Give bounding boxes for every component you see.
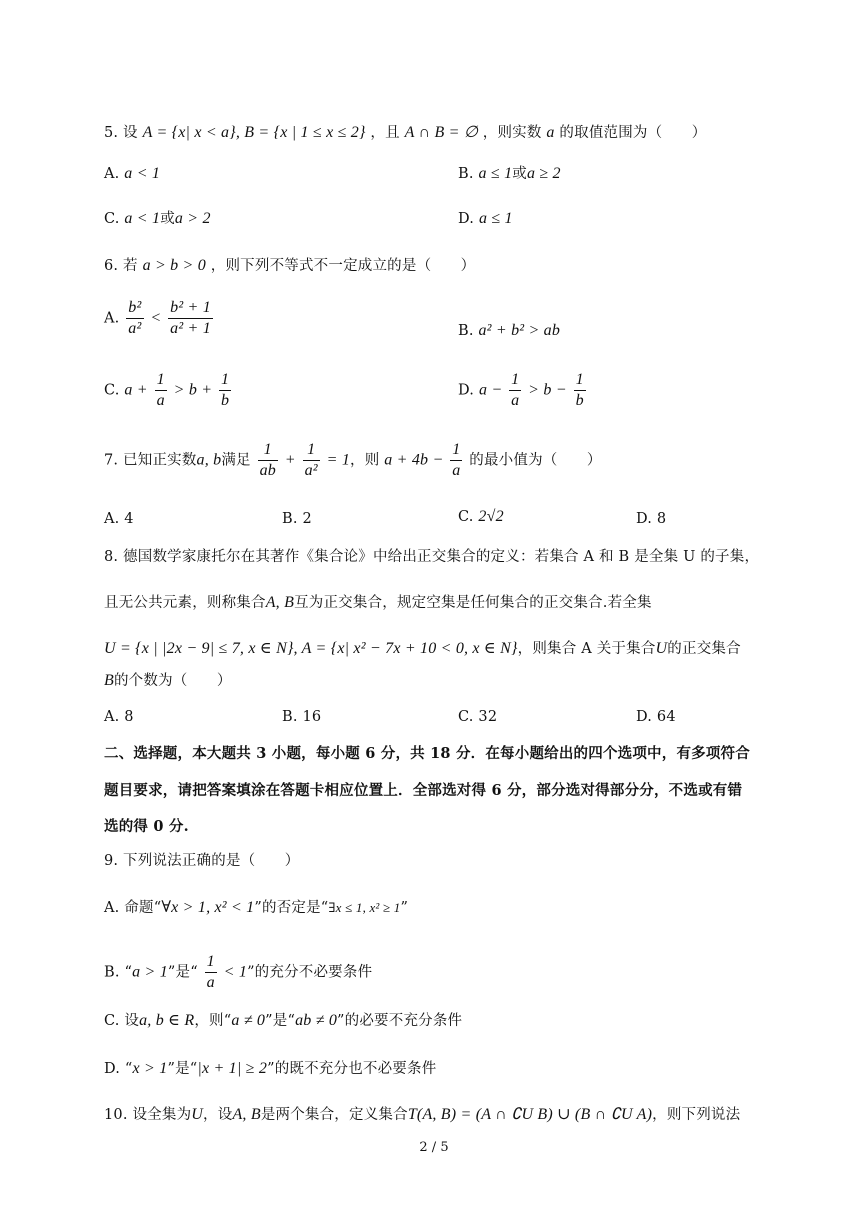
q6-option-c: C. a + $\frac{1}{a}$ > b + $\frac{1}{b}$ [104, 371, 230, 409]
q8-option-b: B. 16 [282, 709, 322, 725]
q8-option-a: A. 8 [104, 709, 134, 725]
fraction: $\frac{1}{ab}$ [259, 441, 276, 479]
q5-option-c: C. a < 1或a > 2 [104, 210, 211, 227]
q8-line1: 8. 德国数学家康托尔在其著作《集合论》中给出正交集合的定义：若集合 A 和 B 是全集 U 的子集， [104, 549, 760, 565]
fraction: $\frac{1}{b}$ [575, 371, 584, 409]
section-2-heading-line3: 选的得 0 分. [104, 818, 189, 835]
q7-stem: 7. 已知正实数a, b满足 $\frac{1}{ab}$ + $\frac{1}{\text{a²}}$ = 1，则 a + 4b − $\frac{1}{a}$ 的最小值为（ ） [104, 441, 602, 479]
page-number: 2 / 5 [419, 1140, 449, 1155]
q5-option-b: B. a ≤ 1或a ≥ 2 [458, 165, 561, 182]
q6-option-b: B. a² + b² > ab [458, 322, 561, 339]
q9-option-a: A. 命题“∀x > 1, x² < 1”的否定是“∃x ≤ 1, x² ≥ 1” [104, 899, 409, 916]
fraction: $\frac{\text{b² + 1}}{\text{a² + 1}}$ [170, 299, 211, 337]
q9-option-c: C. 设a, b ∈ R，则“a ≠ 0”是“ab ≠ 0”的必要不充分条件 [104, 1012, 463, 1029]
q7-option-a: A. 4 [104, 511, 134, 527]
fraction: $\frac{1}{a}$ [452, 441, 461, 479]
q5-option-a: A. a < 1 [104, 165, 161, 182]
q5-option-d: D. a ≤ 1 [458, 210, 513, 227]
q8-option-d: D. 64 [636, 709, 676, 725]
q5-stem: 5. 设 A = {x| x < a}, B = {x | 1 ≤ x ≤ 2} ，且 A ∩ B = ∅ ，则实数 a 的取值范围为（ ） [104, 124, 707, 141]
q6-option-d: D. a − $\frac{1}{a}$ > b − $\frac{1}{b}$ [458, 371, 584, 409]
fraction: $\frac{\text{b²}}{\text{a²}}$ [128, 299, 142, 337]
q6-stem: 6. 若 a > b > 0 ，则下列不等式不一定成立的是（ ） [104, 257, 476, 274]
q6-option-a: A. $\frac{\text{b²}}{\text{a²}}$ < $\frac{\text{b² + 1}}{\text{a² + 1}}$ [104, 299, 211, 337]
q8-line3: U = {x | |2x − 9| ≤ 7, x ∈ N}, A = {x| x² − 7x + 10 < 0, x ∈ N}，则集合 A 关于集合U的正交集合 [104, 640, 741, 657]
q7-option-d: D. 8 [636, 511, 667, 527]
q8-line2: 且无公共元素，则称集合A, B互为正交集合，规定空集是任何集合的正交集合.若全集 [104, 594, 652, 611]
section-2-heading-line1: 二、选择题，本大题共 3 小题，每小题 6 分，共 18 分．在每小题给出的四个选项中，有多项符合 [104, 745, 750, 762]
q7-option-b: B. 2 [282, 511, 312, 527]
q9-option-b: B. “a > 1”是“ $\frac{1}{a}$ < 1”的充分不必要条件 [104, 953, 373, 991]
fraction: $\frac{1}{a}$ [156, 371, 165, 409]
fraction: $\frac{1}{\text{a²}}$ [304, 441, 318, 479]
q9-option-d: D. “x > 1”是“|x + 1| ≥ 2”的既不充分也不必要条件 [104, 1060, 437, 1077]
q8-option-c: C. 32 [458, 709, 498, 725]
section-2-heading-line2: 题目要求，请把答案填涂在答题卡相应位置上．全部选对得 6 分，部分选对得部分分，不选或有错 [104, 782, 743, 799]
fraction: $\frac{1}{b}$ [221, 371, 230, 409]
fraction: $\frac{1}{a}$ [511, 371, 520, 409]
fraction: $\frac{1}{a}$ [206, 953, 215, 991]
q7-option-c: C. 2√2 [458, 508, 504, 525]
q8-line4: B的个数为（ ） [104, 672, 232, 689]
q9-stem: 9. 下列说法正确的是（ ） [104, 853, 300, 869]
q10-stem: 10. 设全集为U，设A, B是两个集合，定义集合T(A, B) = (A ∩ ∁U B) ∪ (B ∩ ∁U A)，则下列说法 [104, 1106, 741, 1123]
